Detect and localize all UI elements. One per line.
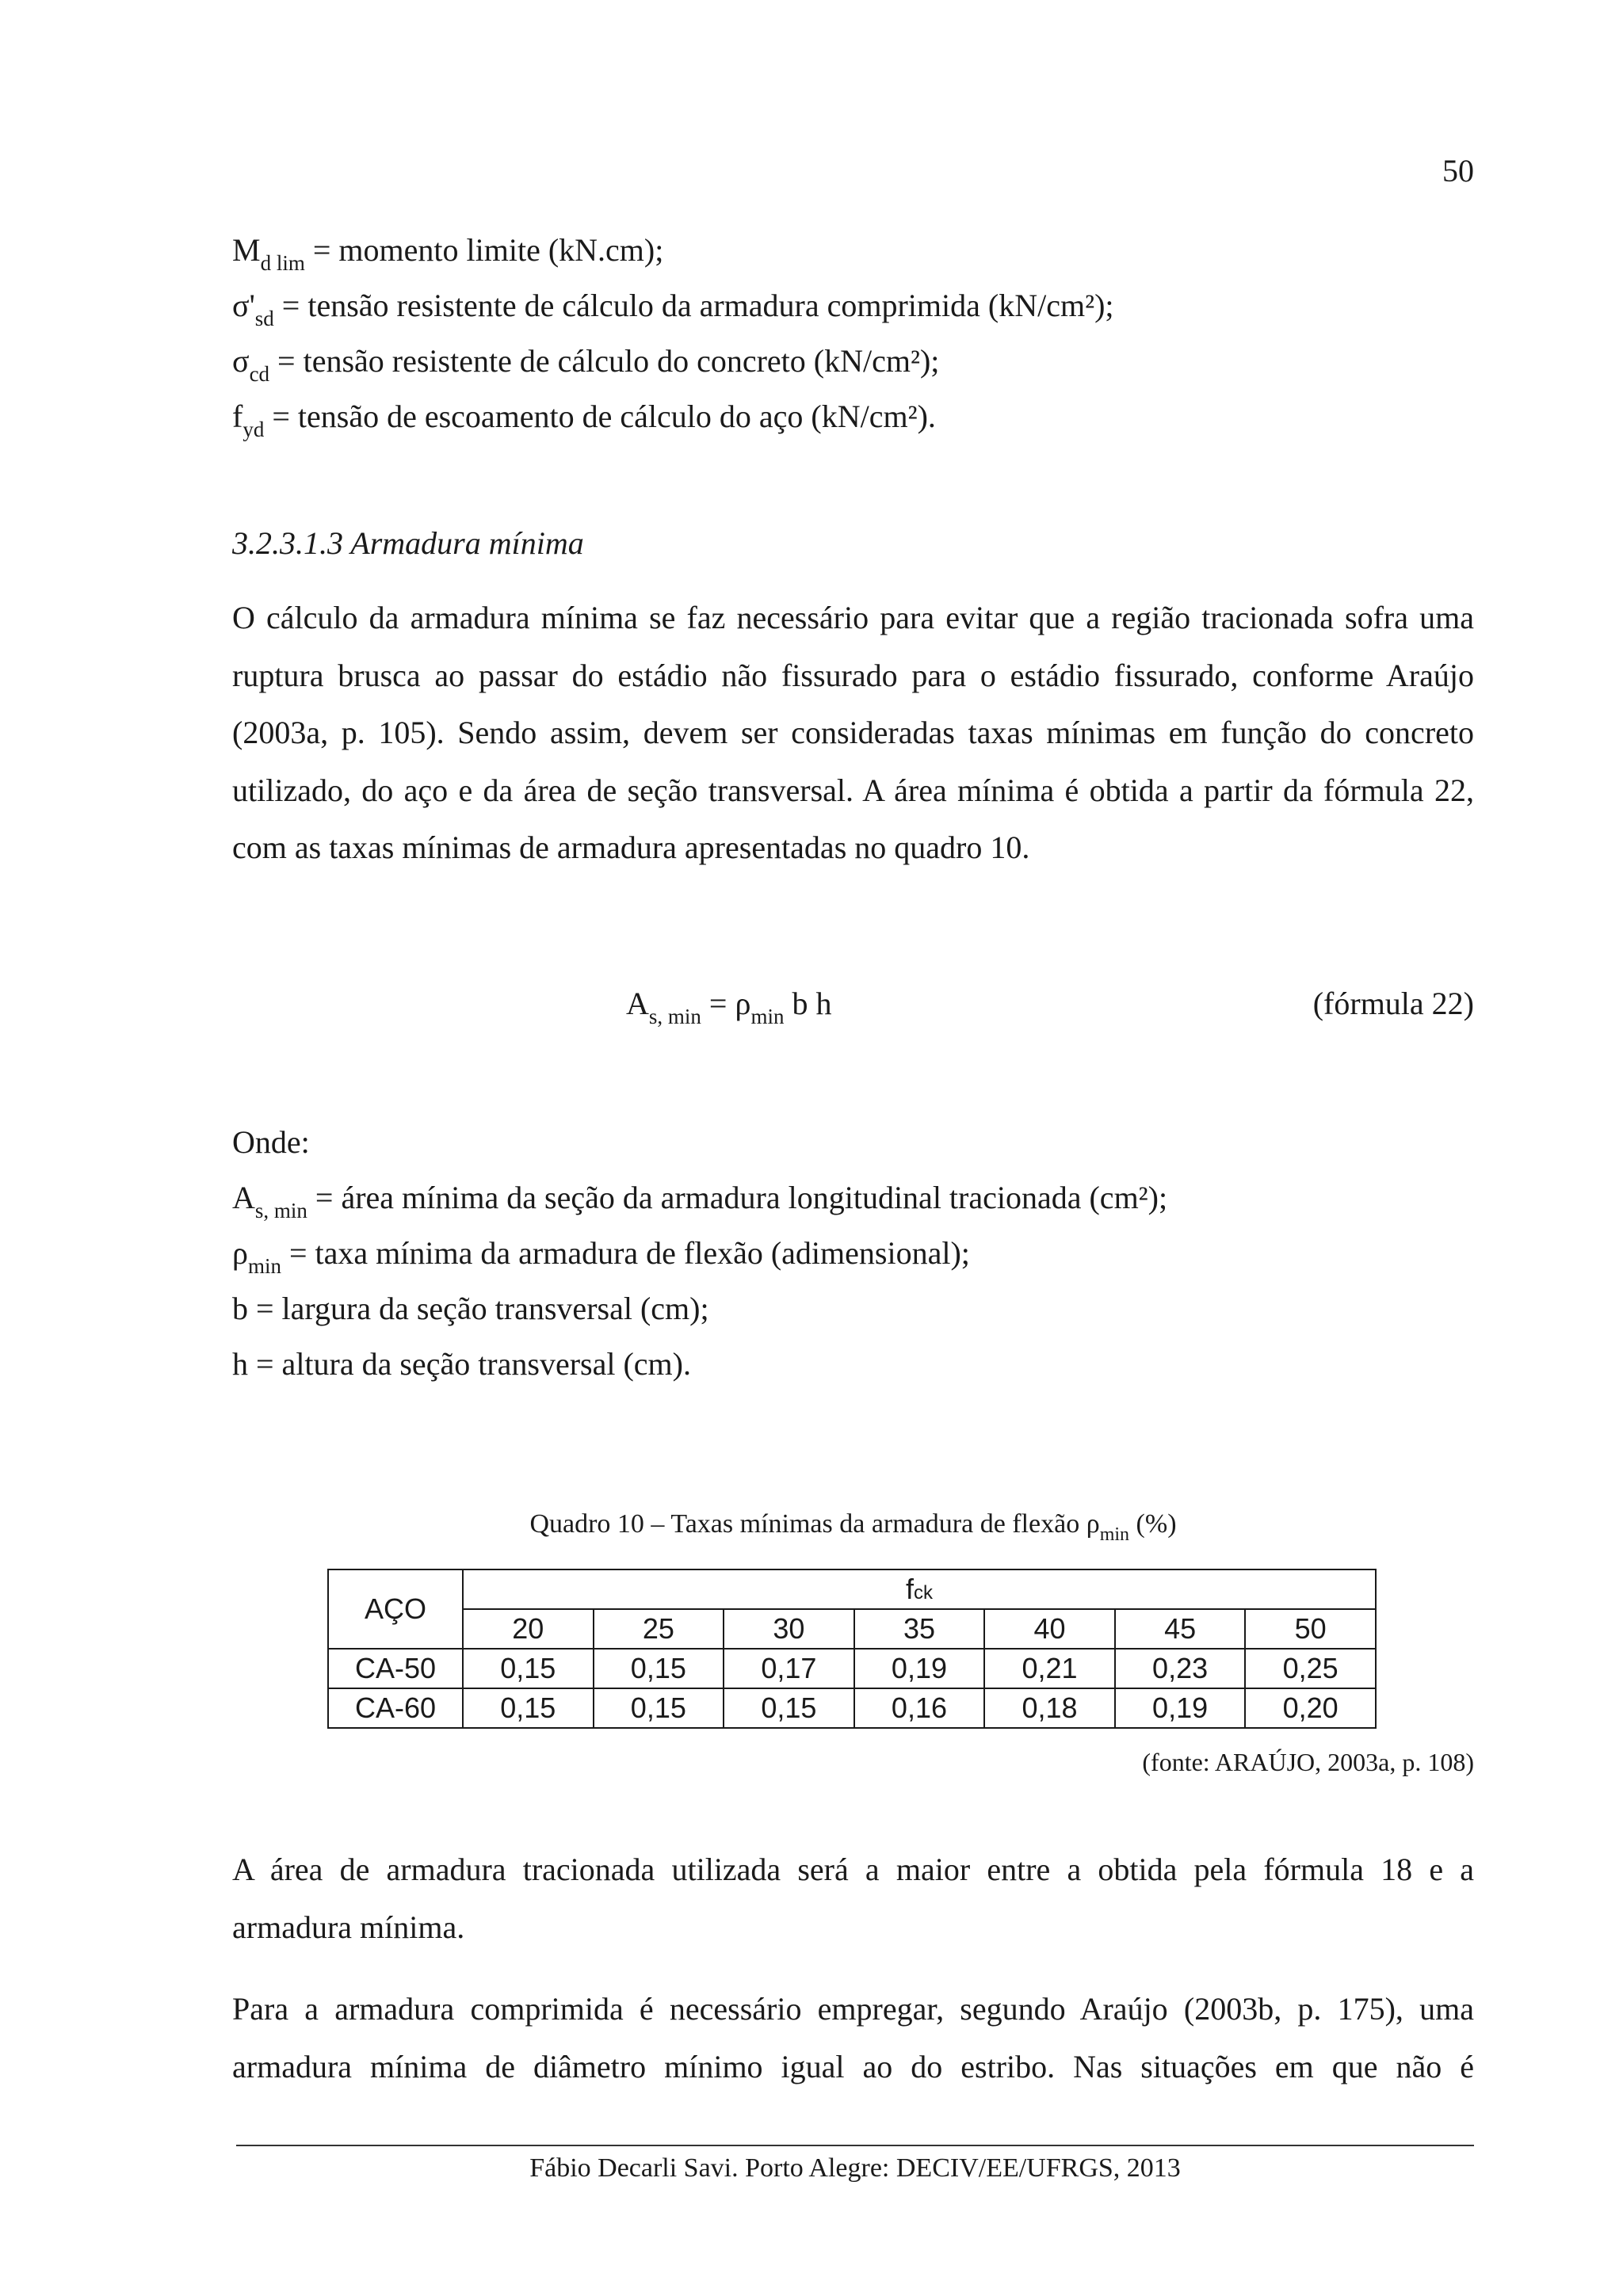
table-cell: 0,20	[1245, 1688, 1376, 1728]
definition-as-min: $A_{s, min}$ = área mínima da seção da armadura longitudinal tracionada (cm²);	[232, 1180, 1168, 1222]
table-cell: 0,15	[724, 1688, 854, 1728]
table-cell: 0,18	[984, 1688, 1115, 1728]
table-row	[328, 1649, 1376, 1688]
table-cell: 0,15	[463, 1688, 594, 1728]
definition-sigma-cd: $\sigma_{cd}$ = tensão resistente de cálculo do concreto (kN/cm²);	[232, 343, 940, 386]
fck-value: 25	[594, 1609, 724, 1649]
fck-value: 20	[463, 1609, 594, 1649]
table-cell: 0,15	[463, 1649, 594, 1688]
steel-label: CA-60	[328, 1688, 463, 1728]
section-heading: 3.2.3.1.3 Armadura mínima	[232, 525, 584, 561]
fck-value: 50	[1245, 1609, 1376, 1649]
page-number: 50	[1442, 153, 1474, 189]
table-cell: 0,15	[594, 1649, 724, 1688]
definition-fyd: $f_{yd}$ = tensão de escoamento de cálculo do aço (kN/cm²).	[232, 399, 936, 441]
table-cell: 0,15	[594, 1688, 724, 1728]
table-cell: 0,16	[854, 1688, 985, 1728]
table-cell: 0,19	[1115, 1688, 1246, 1728]
definition-h: h = altura da seção transversal (cm).	[232, 1346, 691, 1382]
table-cell: 0,19	[854, 1649, 985, 1688]
table-cell: 0,23	[1115, 1649, 1246, 1688]
table-cell: 0,21	[984, 1649, 1115, 1688]
paragraph-area-tracionada: A área de armadura tracionada utilizada será a maior entre a obtida pela fórmula 18 e a armadura mínima.	[232, 1852, 1474, 1945]
definition-md-lim: $M_{d lim}$ = momento limite (kN.cm);	[232, 232, 664, 275]
header-aco: AÇO	[328, 1569, 463, 1649]
table-row	[328, 1688, 1376, 1728]
table-cell: 0,25	[1245, 1649, 1376, 1688]
paragraph-armadura-comprimida: Para a armadura comprimida é necessário empregar, segundo Araújo (2003b, p. 175), uma armadura mínima de diâmetro mínimo igual ao do estribo. Nas situações em que não é	[232, 1991, 1474, 2084]
fck-value: 45	[1115, 1609, 1246, 1649]
table-source: (fonte: ARAÚJO, 2003a, p. 108)	[1142, 1748, 1474, 1776]
table-fck-row	[328, 1609, 1376, 1649]
table-header-row	[328, 1569, 1376, 1609]
formula-reference: (fórmula 22)	[1312, 986, 1474, 1021]
min-reinforcement-table	[327, 1569, 1377, 1729]
footer-divider	[236, 2145, 1474, 2146]
table-cell: 0,17	[724, 1649, 854, 1688]
fck-value: 40	[984, 1609, 1115, 1649]
table-caption: Quadro 10 – Taxas mínimas da armadura de flexão $\rho_{min}$ (%)	[529, 1509, 1177, 1545]
onde-label: Onde:	[232, 1124, 310, 1160]
definition-rho-min: $\rho_{min}$ = taxa mínima da armadura de flexão (adimensional);	[232, 1235, 970, 1278]
steel-label: CA-50	[328, 1649, 463, 1688]
fck-value: 30	[724, 1609, 854, 1649]
definition-sigma-sd: $\sigma'_{sd}$ = tensão resistente de cálculo da armadura comprimida (kN/cm²);	[232, 288, 1114, 330]
fck-value: 35	[854, 1609, 985, 1649]
formula-22: $A_{s, min} = \rho_{min}$ b h	[626, 986, 832, 1028]
page-footer: Fábio Decarli Savi. Porto Alegre: DECIV/EE/UFRGS, 2013	[529, 2153, 1181, 2183]
header-fck: fck	[463, 1569, 1376, 1609]
definition-b: b = largura da seção transversal (cm);	[232, 1291, 709, 1326]
paragraph-armadura-minima: O cálculo da armadura mínima se faz necessário para evitar que a região tracionada sofra uma ruptura brusca ao passar do estádio não fissurado para o estádio fissurado, conforme Araújo (2003a, p. 105). Sendo assim, devem ser consideradas taxas mínimas em função do concreto utilizado, do aço e da área de seção transversal. A área mínima é obtida a partir da fórmula 22, com as taxas mínimas de armadura apresentadas no quadro 10.	[232, 600, 1474, 865]
